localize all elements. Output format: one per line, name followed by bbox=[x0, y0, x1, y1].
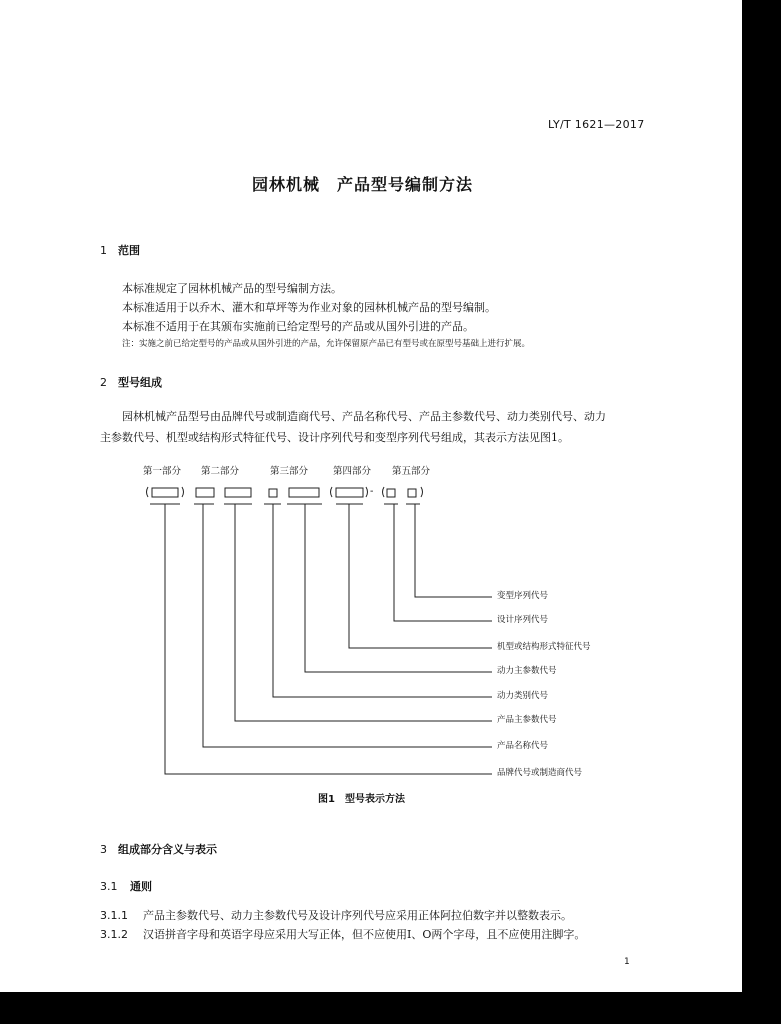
code-box bbox=[336, 488, 363, 497]
figure-caption: 图1 型号表示方法 bbox=[318, 794, 405, 805]
code-box bbox=[408, 489, 416, 497]
code-box bbox=[269, 489, 277, 497]
figure-part-label: 第五部分 bbox=[392, 466, 431, 477]
leader-line bbox=[235, 504, 492, 721]
figure-part-label: 第四部分 bbox=[333, 466, 372, 477]
section-1-paragraph: 本标准适用于以乔木、灌木和草坪等为作业对象的园林机械产品的型号编制。 bbox=[122, 301, 496, 314]
section-1-number: 1 bbox=[100, 244, 107, 257]
section-2-paragraph: 园林机械产品型号由品牌代号或制造商代号、产品名称代号、产品主参数代号、动力类别代号、动力 bbox=[122, 410, 606, 423]
figure-label: 品牌代号或制造商代号 bbox=[497, 768, 583, 778]
figure-separator: - bbox=[370, 486, 374, 497]
bracket-open bbox=[383, 487, 385, 497]
leader-line bbox=[415, 504, 492, 597]
figure-label: 动力类别代号 bbox=[497, 691, 549, 701]
bracket-close bbox=[182, 487, 184, 497]
code-box bbox=[196, 488, 214, 497]
figure-part-label: 第二部分 bbox=[201, 466, 240, 477]
code-box bbox=[289, 488, 319, 497]
section-1-note: 注：实施之前已给定型号的产品或从国外引进的产品，允许保留原产品已有型号或在原型号基础上进行扩展。 bbox=[122, 339, 531, 349]
code-box bbox=[225, 488, 251, 497]
document-title: 园林机械 产品型号编制方法 bbox=[252, 175, 474, 194]
page-number: 1 bbox=[624, 957, 630, 967]
leader-line bbox=[273, 504, 492, 697]
section-3-1-number: 3.1 bbox=[100, 880, 118, 893]
standard-number: LY/T 1621—2017 bbox=[548, 118, 645, 131]
section-3-heading: 组成部分含义与表示 bbox=[118, 843, 217, 856]
leader-line bbox=[394, 504, 492, 621]
bracket-close bbox=[421, 487, 423, 497]
clause-text: 汉语拼音字母和英语字母应采用大写正体，但不应使用I、O两个字母，且不应使用注脚字。 bbox=[143, 928, 586, 941]
leader-line bbox=[305, 504, 492, 672]
figure-label: 变型序列代号 bbox=[497, 591, 549, 601]
section-1-paragraph: 本标准不适用于在其颁布实施前已给定型号的产品或从国外引进的产品。 bbox=[122, 320, 474, 333]
code-box bbox=[387, 489, 395, 497]
figure-label: 产品主参数代号 bbox=[497, 715, 557, 725]
section-2-paragraph: 主参数代号、机型或结构形式特征代号、设计序列代号和变型序列代号组成，其表示方法见图1。 bbox=[100, 431, 569, 444]
figure-label: 机型或结构形式特征代号 bbox=[497, 642, 591, 652]
figure-label: 设计序列代号 bbox=[497, 615, 549, 625]
figure-label: 动力主参数代号 bbox=[497, 666, 557, 676]
clause-number: 3.1.2 bbox=[100, 928, 128, 941]
bracket-open bbox=[147, 487, 149, 497]
figure-part-label: 第一部分 bbox=[143, 466, 182, 477]
clause-number: 3.1.1 bbox=[100, 909, 128, 922]
bracket-close bbox=[366, 487, 368, 497]
leader-line bbox=[165, 504, 492, 774]
section-2-number: 2 bbox=[100, 376, 107, 389]
clause-text: 产品主参数代号、动力主参数代号及设计序列代号应采用正体阿拉伯数字并以整数表示。 bbox=[143, 909, 572, 922]
leader-line bbox=[349, 504, 492, 648]
section-3-1-heading: 通则 bbox=[130, 880, 152, 893]
section-1-heading: 范围 bbox=[118, 244, 140, 257]
code-box bbox=[152, 488, 178, 497]
figure-label: 产品名称代号 bbox=[497, 741, 549, 751]
figure-part-label: 第三部分 bbox=[270, 466, 309, 477]
leader-line bbox=[203, 504, 492, 747]
section-2-heading: 型号组成 bbox=[118, 376, 162, 389]
bracket-open bbox=[331, 487, 333, 497]
section-1-paragraph: 本标准规定了园林机械产品的型号编制方法。 bbox=[122, 282, 342, 295]
section-3-number: 3 bbox=[100, 843, 107, 856]
